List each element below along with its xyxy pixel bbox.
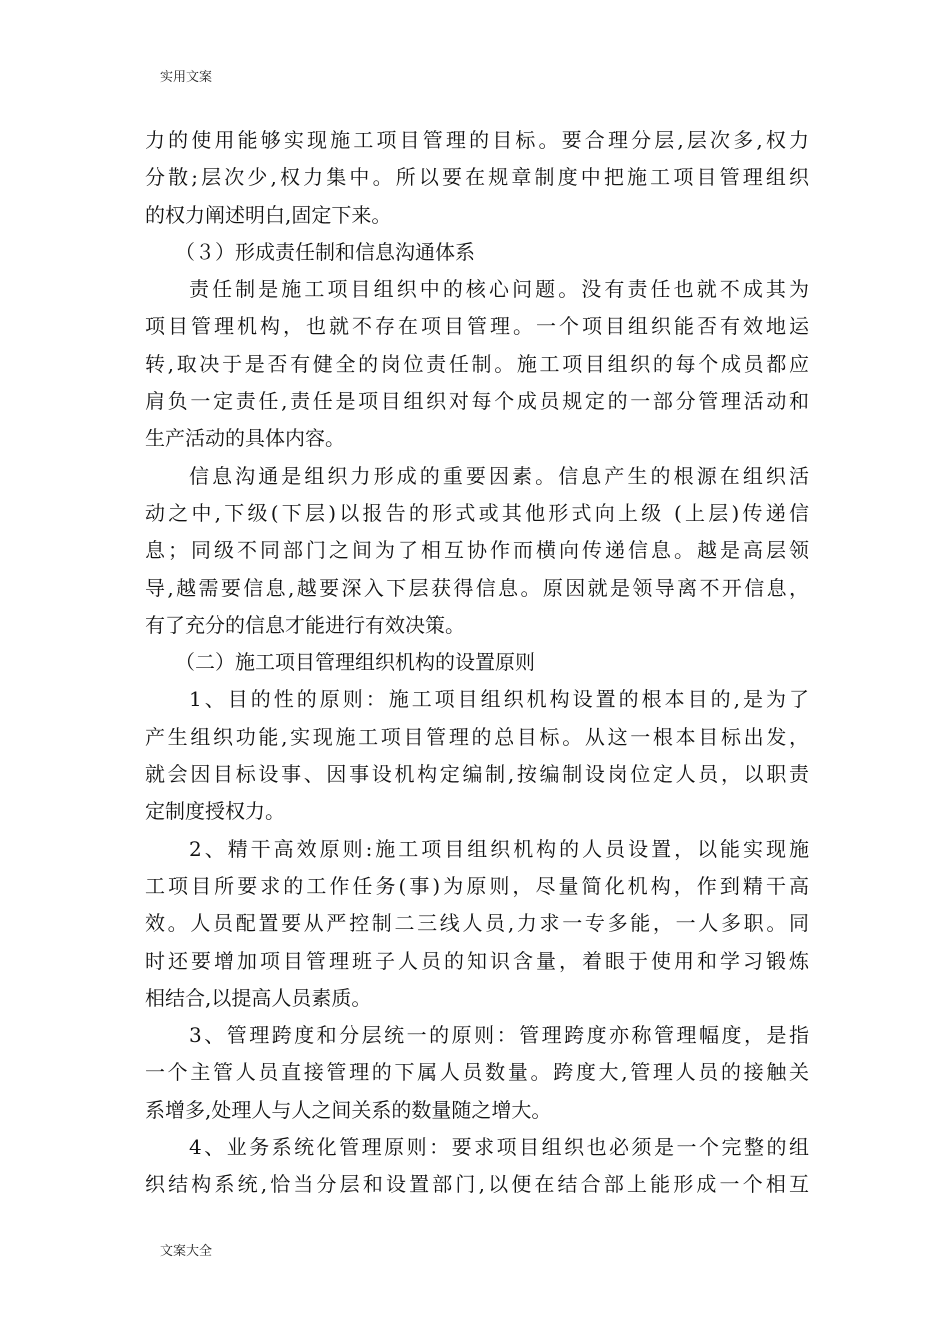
text-line: 肩负一定责任,责任是项目组织对每个成员规定的一部分管理活动和 — [145, 389, 809, 414]
text-line: 就会因目标设事、因事设机构定编制,按编制设岗位定人员，以职责 — [145, 762, 809, 787]
text-line: 系增多,处理人与人之间关系的数量随之增大。 — [145, 1097, 552, 1122]
text-line: 息；同级不同部门之间为了相互协作而横向传递信息。越是高层领 — [145, 538, 809, 563]
text-line: （二）施工项目管理组织机构的设置原则 — [175, 650, 535, 675]
text-line: 效。人员配置要从严控制二三线人员,力求一专多能，一人多职。同 — [145, 911, 809, 936]
text-line: 4、业务系统化管理原则：要求项目组织也必须是一个完整的组 — [189, 1135, 809, 1160]
text-line: 导,越需要信息,越要深入下层获得信息。原因就是领导离不开信息， — [145, 575, 809, 600]
text-line: 时还要增加项目管理班子人员的知识含量，着眼于使用和学习锻炼 — [145, 948, 809, 973]
text-line: 相结合,以提高人员素质。 — [145, 985, 372, 1010]
text-line: 定制度授权力。 — [145, 799, 285, 824]
text-line: 动之中,下级(下层)以报告的形式或其他形式向上级 (上层)传递信 — [145, 500, 809, 525]
text-line: 力的使用能够实现施工项目管理的目标。要合理分层,层次多,权力 — [145, 128, 809, 152]
text-line: 2、精干高效原则:施工项目组织机构的人员设置，以能实现施 — [189, 836, 809, 861]
text-line: 信息沟通是组织力形成的重要因素。信息产生的根源在组织活 — [189, 463, 809, 488]
text-line: 3、管理跨度和分层统一的原则：管理跨度亦称管理幅度，是指 — [189, 1023, 809, 1048]
text-line: 责任制是施工项目组织中的核心问题。没有责任也就不成其为 — [189, 277, 809, 302]
text-line: 转,取决于是否有健全的岗位责任制。施工项目组织的每个成员都应 — [145, 351, 809, 376]
text-line: 织结构系统,恰当分层和设置部门,以便在结合部上能形成一个相互 — [145, 1172, 809, 1197]
text-line: 生产活动的具体内容。 — [145, 426, 345, 451]
text-line: 的权力阐述明白,固定下来。 — [145, 202, 392, 227]
text-line: 工项目所要求的工作任务(事)为原则，尽量简化机构，作到精干高 — [145, 873, 809, 898]
text-line: 分散;层次少,权力集中。所以要在规章制度中把施工项目管理组织 — [145, 165, 809, 190]
page-footer: 文案大全 — [160, 1244, 213, 1259]
document-body — [145, 122, 809, 1204]
page-header: 实用文案 — [160, 70, 213, 85]
text-line: 产生组织功能,实现施工项目管理的总目标。从这一根本目标出发， — [145, 724, 809, 749]
text-line: 项目管理机构，也就不存在项目管理。一个项目组织能否有效地运 — [145, 314, 809, 339]
text-line: 一个主管人员直接管理的下属人员数量。跨度大,管理人员的接触关 — [145, 1060, 809, 1085]
text-line: 有了充分的信息才能进行有效决策。 — [145, 612, 465, 637]
text-line: 1、目的性的原则：施工项目组织机构设置的根本目的,是为了 — [189, 687, 809, 712]
text-line: （３）形成责任制和信息沟通体系 — [175, 239, 475, 264]
